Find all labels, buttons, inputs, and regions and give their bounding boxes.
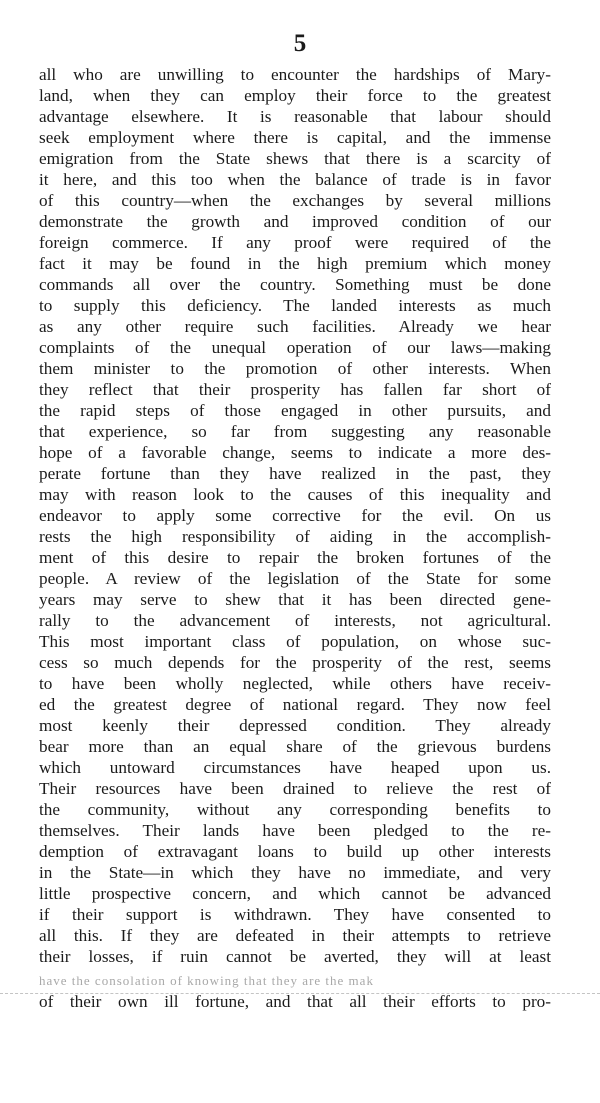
text-line: rests the high responsibility of aiding in the accomplish-	[39, 527, 551, 546]
text-line: people. A review of the legislation of the State for some	[39, 569, 551, 588]
text-line: This most important class of population, on whose suc-	[39, 632, 551, 651]
text-line: seek employment where there is capital, and the immense	[39, 128, 551, 147]
body-text	[39, 64, 551, 1012]
text-line: that experience, so far from suggesting any reasonable	[39, 422, 551, 441]
text-line: years may serve to shew that it has been directed gene-	[39, 590, 551, 609]
text-line: foreign commerce. If any proof were required of the	[39, 233, 551, 252]
text-line: their losses, if ruin cannot be averted, they will at least	[39, 947, 551, 966]
page-fold-line	[0, 993, 600, 995]
text-line: rally to the advancement of interests, not agricultural.	[39, 611, 551, 630]
text-line: all this. If they are defeated in their attempts to retrieve	[39, 926, 551, 945]
text-line: the community, without any corresponding benefits to	[39, 800, 551, 819]
text-line: to supply this deficiency. The landed interests as much	[39, 296, 551, 315]
text-line: hope of a favorable change, seems to indicate a more des-	[39, 443, 551, 462]
text-line: bear more than an equal share of the grievous burdens	[39, 737, 551, 756]
text-line: to have been wholly neglected, while others have receiv-	[39, 674, 551, 693]
text-line: little prospective concern, and which cannot be advanced	[39, 884, 551, 903]
text-line: complaints of the unequal operation of our laws—making	[39, 338, 551, 357]
text-line: it here, and this too when the balance of trade is in favor	[39, 170, 551, 189]
text-line: them minister to the promotion of other interests. When	[39, 359, 551, 378]
text-line-last: of their own ill fortune, and that all their efforts to pro-	[39, 992, 551, 1011]
text-line: in the State—in which they have no immediate, and very	[39, 863, 551, 882]
text-line: which untoward circumstances have heaped upon us.	[39, 758, 551, 777]
text-line: may with reason look to the causes of this inequality and	[39, 485, 551, 504]
text-line: advantage elsewhere. It is reasonable that labour should	[39, 107, 551, 126]
text-line: endeavor to apply some corrective for the evil. On us	[39, 506, 551, 525]
text-line: demonstrate the growth and improved condition of our	[39, 212, 551, 231]
text-line: the rapid steps of those engaged in other pursuits, and	[39, 401, 551, 420]
text-line: emigration from the State shews that there is a scarcity of	[39, 149, 551, 168]
text-line: commands all over the country. Something must be done	[39, 275, 551, 294]
text-line: as any other require such facilities. Already we hear	[39, 317, 551, 336]
text-line: all who are unwilling to encounter the hardships of Mary-	[39, 65, 551, 84]
page-number: 5	[293, 30, 307, 57]
text-line: they reflect that their prosperity has fallen far short of	[39, 380, 551, 399]
text-line: most keenly their depressed condition. They already	[39, 716, 551, 735]
text-line: Their resources have been drained to relieve the rest of	[39, 779, 551, 798]
text-line: land, when they can employ their force to the greatest	[39, 86, 551, 105]
text-line: if their support is withdrawn. They have consented to	[39, 905, 551, 924]
text-line: perate fortune than they have realized in the past, they	[39, 464, 551, 483]
text-line: ed the greatest degree of national regard. They now feel	[39, 695, 551, 714]
text-line: demption of extravagant loans to build up other interests	[39, 842, 551, 861]
text-line-cut: have the consolation of knowing that they are the mak	[39, 973, 374, 988]
text-line: cess so much depends for the prosperity of the rest, seems	[39, 653, 551, 672]
text-line: themselves. Their lands have been pledged to the re-	[39, 821, 551, 840]
text-line: fact it may be found in the high premium which money	[39, 254, 551, 273]
text-line: of this country—when the exchanges by several millions	[39, 191, 551, 210]
text-line: ment of this desire to repair the broken fortunes of the	[39, 548, 551, 567]
